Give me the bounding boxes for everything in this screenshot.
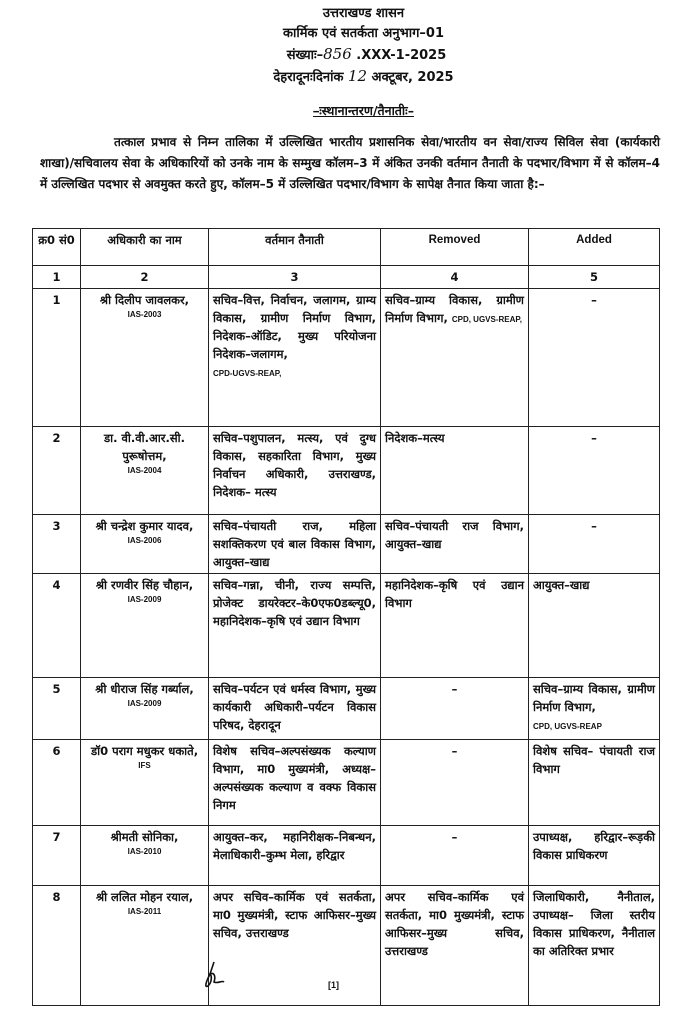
serial-number-cell	[33, 678, 81, 740]
header-serial: क्र0 सं0	[33, 229, 81, 266]
header-current-posting: वर्तमान तैनाती	[209, 229, 381, 266]
current-posting: सचिव–गन्ना, चीनी, राज्य सम्पत्ति, प्रोजेक्ट डायरेक्टर–के0एफ0डब्ल्यू0, महानिदेशक–कृषि एवं उद्यान विभाग	[213, 578, 376, 628]
serial-number-cell	[33, 427, 81, 515]
removed-cell	[381, 886, 529, 1006]
added-posting: आयुक्त–खाद्य	[533, 578, 590, 592]
officer-service: IFS	[138, 761, 151, 770]
added-cell	[529, 886, 660, 1006]
serial-number: 5	[52, 682, 61, 696]
removed-cell	[381, 574, 529, 678]
removed-posting: सचिव–ग्राम्य विकास, ग्रामीण निर्माण विभाग,	[385, 293, 524, 325]
officer-name-cell	[81, 740, 209, 826]
serial-number-cell	[33, 740, 81, 826]
table-header-row	[33, 229, 660, 266]
signature-scribble-icon	[200, 960, 230, 990]
signature	[200, 960, 230, 994]
serial-number: 4	[52, 578, 61, 592]
officer-service: IAS-2009	[127, 699, 162, 708]
removed-cell	[381, 427, 529, 515]
added-cell	[529, 678, 660, 740]
handwritten-number: 856	[323, 45, 352, 63]
govt-title: उत्तराखण्ड शासन	[322, 6, 405, 21]
added-cell	[529, 289, 660, 427]
added-cell	[529, 427, 660, 515]
current-posting-cell	[209, 678, 381, 740]
officer-name-cell	[81, 427, 209, 515]
table-row	[33, 427, 660, 515]
serial-number-cell	[33, 826, 81, 886]
page-number: [1]	[328, 980, 339, 990]
officer-name: श्री रणवीर सिंह चौहान,	[95, 578, 194, 592]
removed-posting: –	[451, 830, 458, 844]
order-number: संख्याः–856 .XXX-1-2025	[286, 45, 447, 63]
header-removed: Removed	[381, 229, 529, 266]
current-posting: विशेष सचिव–अल्पसंख्यक कल्याण विभाग, मा0 मुख्यमंत्री, अध्यक्ष– अल्पसंख्यक कल्याण व वक्फ विकास निगम	[213, 744, 376, 812]
removed-posting: सचिव–पंचायती राज विभाग, आयुक्त–खाद्य	[385, 519, 524, 551]
added-posting: सचिव–ग्राम्य विकास, ग्रामीण निर्माण विभाग,	[533, 682, 655, 714]
current-posting: सचिव–वित्त, निर्वाचन, जलागम, ग्राम्य विकास, ग्रामीण निर्माण विभाग, निदेशक–ऑडिट, मुख्य परियोजना निदेशक–जलागम,	[213, 293, 376, 361]
current-posting-cell	[209, 427, 381, 515]
serial-number: 2	[52, 431, 61, 445]
added-posting-code: CPD, UGVS-REAP	[533, 722, 602, 731]
removed-posting: निदेशक–मत्स्य	[385, 431, 445, 445]
table-row	[33, 574, 660, 678]
header-officer-name: अधिकारी का नाम	[81, 229, 209, 266]
serial-number: 8	[52, 890, 61, 904]
serial-number: 7	[52, 830, 61, 844]
removed-posting: –	[451, 744, 458, 758]
officer-name: श्री धीराज सिंह गर्ब्याल,	[95, 682, 194, 696]
current-posting-cell	[209, 740, 381, 826]
removed-cell	[381, 515, 529, 574]
serial-number-cell	[33, 515, 81, 574]
officer-name: श्रीमती सोनिका,	[110, 830, 179, 844]
officer-name: डॉ0 पराग मधुकर धकाते,	[90, 744, 199, 758]
table-row	[33, 515, 660, 574]
table-row	[33, 289, 660, 427]
officer-service: IAS-2009	[127, 595, 162, 604]
handwritten-date: 12	[348, 67, 368, 85]
officer-service: IAS-2004	[127, 466, 162, 475]
serial-number-cell	[33, 886, 81, 1006]
officer-service: IAS-2006	[127, 536, 162, 545]
column-number: 2	[81, 266, 209, 289]
added-posting: –	[591, 293, 597, 307]
column-number: 4	[381, 266, 529, 289]
added-posting: विशेष सचिव– पंचायती राज विभाग	[533, 744, 655, 776]
column-number: 3	[209, 266, 381, 289]
officer-name: श्री दिलीप जावलकर,	[99, 293, 190, 307]
column-number: 1	[33, 266, 81, 289]
serial-number-cell	[33, 289, 81, 427]
added-posting: जिलाधिकारी, नैनीताल, उपाध्यक्ष– जिला स्तरीय विकास प्राधिकरण, नैनीताल का अतिरिक्त प्रभार	[533, 890, 655, 958]
added-posting: –	[591, 431, 597, 445]
officer-name-cell	[81, 826, 209, 886]
officer-name-cell	[81, 515, 209, 574]
document-header	[0, 4, 697, 88]
department-title: कार्मिक एवं सतर्कता अनुभाग–01	[283, 26, 444, 41]
serial-number: 6	[52, 744, 61, 758]
officer-name: श्री चन्द्रेश कुमार यादव,	[95, 519, 194, 533]
order-date: देहरादूनःदिनांक 12 अक्टूबर, 2025	[273, 67, 454, 85]
added-cell	[529, 515, 660, 574]
removed-posting: अपर सचिव–कार्मिक एवं सतर्कता, मा0 मुख्यमंत्री, स्टाफ आफिसर–मुख्य सचिव, उत्तराखण्ड	[385, 890, 524, 958]
current-posting: आयुक्त–कर, महानिरीक्षक–निबन्धन, मेलाधिकारी–कुम्भ मेला, हरिद्वार	[213, 830, 376, 862]
table-row	[33, 678, 660, 740]
header-added: Added	[529, 229, 660, 266]
column-number-row	[33, 266, 660, 289]
order-paragraph: तत्काल प्रभाव से निम्न तालिका में उल्लिखित भारतीय प्रशासनिक सेवा/भारतीय वन सेवा/राज्य सिविल सेवा (कार्यकारी शाखा)/सचिवालय सेवा के अधिकारियों को उनके नाम के सम्मुख कॉलम–3 में अंकित उनकी वर्तमान तैनाती के पदभार/विभाग में से कॉलम–4 में उल्लिखित पदभार से अवमुक्त करते हुए, कॉलम–5 में उल्लिखित पदभार/विभाग के सापेक्ष तैनात किया जाता है:–	[40, 135, 660, 191]
current-posting: सचिव–पर्यटन एवं धर्मस्व विभाग, मुख्य कार्यकारी अधिकारी–पर्यटन विकास परिषद, देहरादून	[213, 682, 376, 732]
serial-number: 3	[52, 519, 61, 533]
officer-name-cell	[81, 886, 209, 1006]
column-number: 5	[529, 266, 660, 289]
current-posting-code: CPD-UGVS-REAP,	[213, 369, 282, 378]
added-cell	[529, 574, 660, 678]
table-row	[33, 826, 660, 886]
current-posting: सचिव–पशुपालन, मत्स्य, एवं दुग्ध विकास, सहकारिता विभाग, मुख्य निर्वाचन अधिकारी, उत्तराखण्ड, निदेशक– मत्स्य	[213, 431, 376, 499]
removed-cell	[381, 740, 529, 826]
removed-posting: महानिदेशक–कृषि एवं उद्यान विभाग	[385, 578, 524, 610]
removed-posting-code: CPD, UGVS-REAP,	[451, 315, 522, 324]
removed-cell	[381, 289, 529, 427]
officer-name-cell	[81, 574, 209, 678]
current-posting: सचिव–पंचायती राज, महिला सशक्तिकरण एवं बाल विकास विभाग, आयुक्त–खाद्य	[213, 519, 376, 569]
current-posting-cell	[209, 574, 381, 678]
table-row	[33, 740, 660, 826]
added-cell	[529, 740, 660, 826]
table-row	[33, 886, 660, 1006]
added-posting: –	[591, 519, 597, 533]
removed-posting: –	[451, 682, 458, 696]
officer-service: IAS-2003	[127, 310, 162, 319]
current-posting-cell	[209, 515, 381, 574]
added-posting: उपाध्यक्ष, हरिद्वार–रूड़की विकास प्राधिकरण	[533, 830, 655, 862]
officer-name: श्री ललित मोहन रयाल,	[95, 890, 194, 904]
removed-cell	[381, 678, 529, 740]
current-posting-cell	[209, 886, 381, 1006]
officer-name-cell	[81, 678, 209, 740]
officer-name-cell	[81, 289, 209, 427]
transfer-table	[32, 228, 660, 1006]
added-cell	[529, 826, 660, 886]
serial-number-cell	[33, 574, 81, 678]
current-posting-cell	[209, 289, 381, 427]
officer-name: डा. वी.वी.आर.सी. पुरूषोत्तम,	[104, 431, 185, 463]
current-posting: अपर सचिव–कार्मिक एवं सतर्कता, मा0 मुख्यमंत्री, स्टाफ आफिसर–मुख्य सचिव, उत्तराखण्ड	[213, 890, 376, 940]
officer-service: IAS-2011	[127, 907, 162, 916]
subject-line: –ःस्थानान्तरण/तैनातीः–	[313, 103, 414, 118]
officer-service: IAS-2010	[127, 847, 162, 856]
serial-number: 1	[52, 293, 61, 307]
removed-cell	[381, 826, 529, 886]
current-posting-cell	[209, 826, 381, 886]
